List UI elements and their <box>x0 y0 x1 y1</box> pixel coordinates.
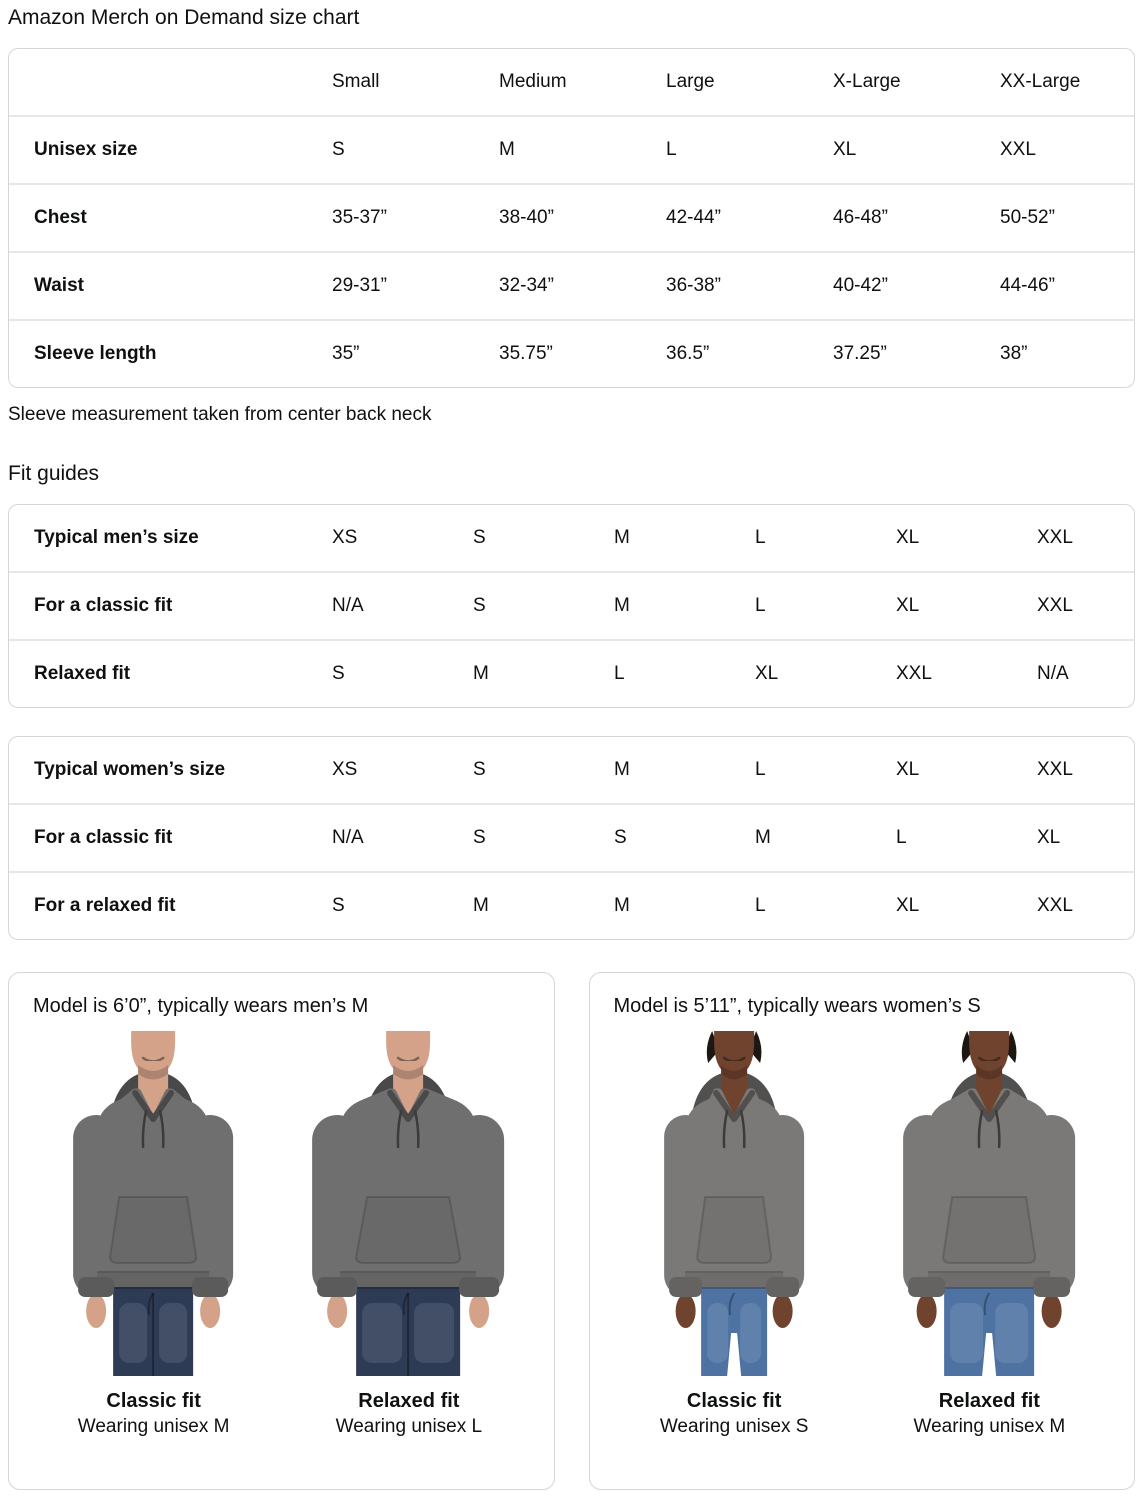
size-value-cell: 40-42” <box>825 252 992 320</box>
row-label: Unisex size <box>9 116 324 184</box>
size-value-cell: M <box>465 640 606 707</box>
size-value-cell: M <box>614 759 630 780</box>
size-value-cell: 32-34” <box>491 252 658 320</box>
size-value-cell: XXL <box>1037 527 1073 548</box>
size-table-container <box>8 48 1135 388</box>
model-photo-image <box>288 1031 529 1376</box>
size-value-cell: M <box>614 527 630 548</box>
table-row <box>9 804 1134 872</box>
model-photo-image <box>614 1031 855 1376</box>
table-row <box>9 505 1134 572</box>
model-card-women <box>589 972 1136 1490</box>
size-value-cell: 37.25” <box>825 320 992 387</box>
size-value-cell: XL <box>1029 804 1134 872</box>
size-value-cell: L <box>755 759 766 780</box>
row-label: Chest <box>9 184 324 252</box>
model-card-men <box>8 972 555 1490</box>
size-value-cell: XL <box>888 872 1029 939</box>
fit-label: Classic fit <box>686 1390 782 1412</box>
size-value-cell: L <box>658 116 825 184</box>
size-value-cell: M <box>491 116 658 184</box>
size-value-cell: M <box>747 804 888 872</box>
size-chart-page <box>0 4 1143 1490</box>
photo-caption <box>33 1388 274 1440</box>
table-row <box>9 572 1134 640</box>
size-value-cell: XXL <box>992 116 1134 184</box>
photo-caption <box>869 1388 1110 1440</box>
size-value-cell: 36.5” <box>658 320 825 387</box>
fit-label: Relaxed fit <box>358 1390 460 1412</box>
model-photo-image <box>33 1031 274 1376</box>
row-label: Typical men’s size <box>34 527 199 548</box>
table-row <box>9 184 1134 252</box>
size-value-cell: XL <box>888 572 1029 640</box>
model-photo <box>869 1031 1110 1440</box>
wearing-label: Wearing unisex S <box>659 1416 809 1437</box>
size-value-cell: XXL <box>888 640 1029 707</box>
size-value-cell: 38-40” <box>491 184 658 252</box>
wearing-label: Wearing unisex M <box>77 1416 230 1437</box>
size-value-cell: 35-37” <box>324 184 491 252</box>
column-header: Medium <box>499 71 567 92</box>
row-label: Typical women’s size <box>34 759 226 780</box>
size-value-cell: L <box>747 572 888 640</box>
column-header: Large <box>666 71 715 92</box>
size-value-cell: XL <box>896 759 920 780</box>
size-value-cell: N/A <box>324 804 465 872</box>
size-value-cell: M <box>606 572 747 640</box>
table-row <box>9 252 1134 320</box>
fit-label: Relaxed fit <box>938 1390 1040 1412</box>
sleeve-note: Sleeve measurement taken from center back neck <box>8 404 432 425</box>
size-value-cell: L <box>606 640 747 707</box>
photo-caption <box>614 1388 855 1440</box>
column-header <box>9 49 324 116</box>
size-value-cell: XXL <box>1029 572 1134 640</box>
size-value-cell: XS <box>332 527 358 548</box>
size-value-cell: S <box>465 572 606 640</box>
size-value-cell: L <box>747 872 888 939</box>
size-value-cell: XL <box>825 116 992 184</box>
size-table <box>9 49 1134 387</box>
size-value-cell: XXL <box>1037 759 1073 780</box>
model-card-title: Model is 5’11”, typically wears women’s S <box>613 995 981 1017</box>
size-value-cell: M <box>606 872 747 939</box>
photo-caption <box>288 1388 529 1440</box>
size-value-cell: XS <box>332 759 358 780</box>
size-value-cell: 44-46” <box>992 252 1134 320</box>
size-value-cell: 29-31” <box>324 252 491 320</box>
row-label: For a relaxed fit <box>9 872 324 939</box>
size-value-cell: XXL <box>1029 872 1134 939</box>
size-value-cell: S <box>606 804 747 872</box>
model-photo <box>33 1031 274 1440</box>
column-header: X-Large <box>833 71 901 92</box>
size-value-cell: L <box>755 527 766 548</box>
model-photo-image <box>869 1031 1110 1376</box>
size-value-cell: S <box>324 640 465 707</box>
men-fit-guide-container <box>8 504 1135 708</box>
table-row <box>9 737 1134 804</box>
model-cards <box>8 972 1135 1490</box>
size-value-cell: 36-38” <box>658 252 825 320</box>
men-fit-guide-table <box>9 505 1134 707</box>
table-row <box>9 872 1134 939</box>
row-label: Relaxed fit <box>9 640 324 707</box>
size-value-cell: M <box>465 872 606 939</box>
size-value-cell: XL <box>896 527 920 548</box>
page-title: Amazon Merch on Demand size chart <box>8 6 360 29</box>
size-value-cell: 50-52” <box>992 184 1134 252</box>
model-photo <box>614 1031 855 1440</box>
size-value-cell: 42-44” <box>658 184 825 252</box>
model-photos <box>614 1031 1111 1440</box>
size-value-cell: S <box>473 759 486 780</box>
women-fit-guide-container <box>8 736 1135 940</box>
row-label: For a classic fit <box>9 804 324 872</box>
size-value-cell: XL <box>747 640 888 707</box>
header-row <box>9 49 1134 116</box>
size-value-cell: S <box>473 527 486 548</box>
size-value-cell: 35” <box>324 320 491 387</box>
size-value-cell: 35.75” <box>491 320 658 387</box>
table-row <box>9 320 1134 387</box>
row-label: Sleeve length <box>9 320 324 387</box>
column-header: Small <box>332 71 380 92</box>
wearing-label: Wearing unisex M <box>913 1416 1066 1437</box>
model-photos <box>33 1031 530 1440</box>
size-value-cell: 38” <box>992 320 1134 387</box>
table-row <box>9 640 1134 707</box>
wearing-label: Wearing unisex L <box>335 1416 483 1437</box>
fit-guides-heading: Fit guides <box>8 462 100 485</box>
size-value-cell: L <box>888 804 1029 872</box>
women-fit-guide-table <box>9 737 1134 939</box>
model-photo <box>288 1031 529 1440</box>
model-card-title: Model is 6’0”, typically wears men’s M <box>33 995 369 1017</box>
size-value-cell: S <box>324 116 491 184</box>
column-header: XX-Large <box>1000 71 1081 92</box>
size-value-cell: N/A <box>324 572 465 640</box>
row-label: For a classic fit <box>9 572 324 640</box>
fit-label: Classic fit <box>106 1390 201 1412</box>
size-value-cell: S <box>324 872 465 939</box>
size-value-cell: 46-48” <box>825 184 992 252</box>
size-value-cell: S <box>465 804 606 872</box>
size-value-cell: N/A <box>1029 640 1134 707</box>
row-label: Waist <box>9 252 324 320</box>
table-row <box>9 116 1134 184</box>
